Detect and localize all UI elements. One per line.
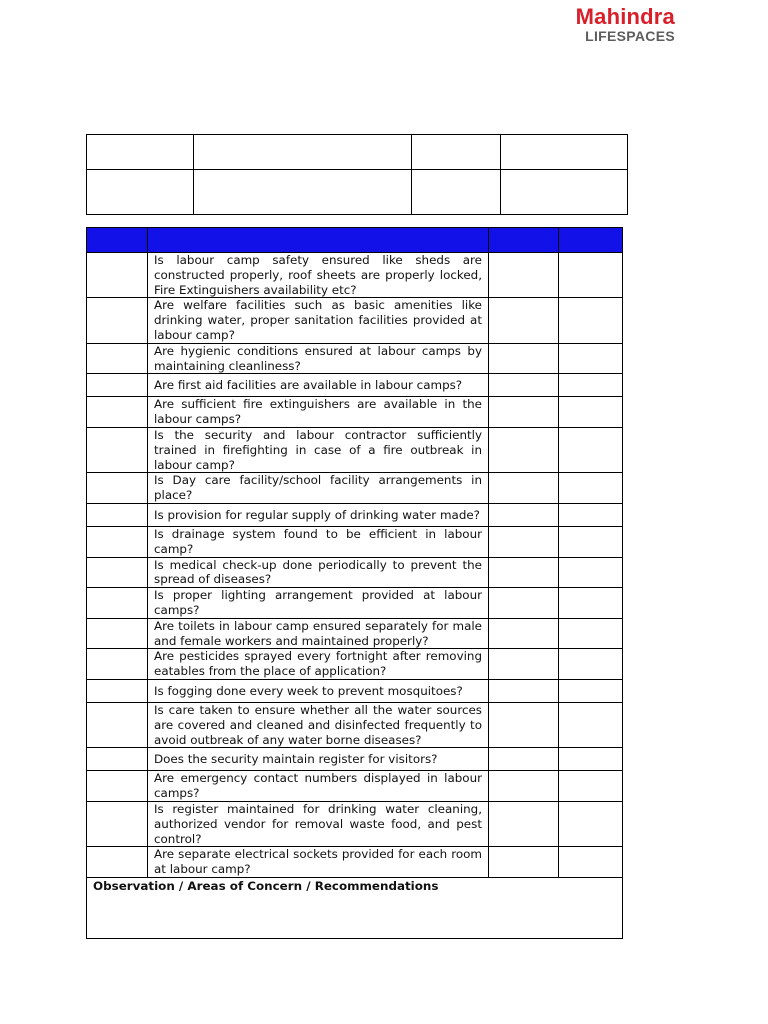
info-cell	[501, 170, 628, 215]
observation-label: Observation / Areas of Concern / Recommendations	[87, 877, 623, 938]
table-row	[87, 618, 623, 649]
table-row	[87, 526, 623, 557]
question-text: Is register maintained for drinking water cleaning, authorized vendor for removal waste food, and pest control?	[148, 801, 489, 846]
table-row	[87, 343, 623, 374]
table-row	[87, 679, 623, 702]
logo-sub-text: LIFESPACES	[585, 28, 675, 44]
mahindra-lifespaces-logo	[576, 6, 675, 43]
question-text: Is provision for regular supply of drinking water made?	[148, 503, 489, 526]
header-cell	[489, 228, 559, 253]
question-text: Does the security maintain register for visitors?	[148, 748, 489, 771]
checklist-header-row	[87, 228, 623, 253]
header-cell	[559, 228, 623, 253]
checklist-table	[86, 227, 623, 939]
table-row	[87, 427, 623, 472]
table-row	[87, 748, 623, 771]
question-text: Are separate electrical sockets provided for each room at labour camp?	[148, 847, 489, 878]
info-cell	[193, 170, 412, 215]
info-cell	[87, 170, 194, 215]
question-text: Are emergency contact numbers displayed in labour camps?	[148, 771, 489, 802]
info-cell	[193, 135, 412, 170]
question-text: Are welfare facilities such as basic amenities like drinking water, proper sanitation facilities provided at labour camp?	[148, 298, 489, 343]
question-text: Are sufficient fire extinguishers are available in the labour camps?	[148, 397, 489, 428]
table-row	[87, 397, 623, 428]
table-row	[87, 374, 623, 397]
question-text: Are pesticides sprayed every fortnight after removing eatables from the place of application?	[148, 649, 489, 680]
table-row	[87, 298, 623, 343]
question-text: Are first aid facilities are available in labour camps?	[148, 374, 489, 397]
question-text: Is proper lighting arrangement provided at labour camps?	[148, 588, 489, 619]
table-row	[87, 702, 623, 747]
table-row	[87, 503, 623, 526]
logo-brand-text: Mahindra	[575, 4, 675, 29]
question-text: Is care taken to ensure whether all the water sources are covered and cleaned and disinfected frequently to avoid outbreak of any water borne diseases?	[148, 702, 489, 747]
table-row	[87, 847, 623, 878]
question-text: Is labour camp safety ensured like sheds are constructed properly, roof sheets are properly locked, Fire Extinguishers availability etc?	[148, 253, 489, 298]
table-row	[87, 473, 623, 504]
header-cell	[148, 228, 489, 253]
question-text: Are toilets in labour camp ensured separately for male and female workers and maintained properly?	[148, 618, 489, 649]
table-row	[87, 801, 623, 846]
observation-row	[87, 877, 623, 938]
info-table	[86, 134, 628, 215]
question-text: Are hygienic conditions ensured at labour camps by maintaining cleanliness?	[148, 343, 489, 374]
question-text: Is the security and labour contractor sufficiently trained in firefighting in case of a fire outbreak in labour camp?	[148, 427, 489, 472]
table-row	[87, 649, 623, 680]
info-cell	[412, 170, 501, 215]
table-row	[87, 588, 623, 619]
info-cell	[412, 135, 501, 170]
info-cell	[87, 135, 194, 170]
info-cell	[501, 135, 628, 170]
header-cell	[87, 228, 148, 253]
question-text: Is medical check-up done periodically to prevent the spread of diseases?	[148, 557, 489, 588]
table-row	[87, 557, 623, 588]
question-text: Is Day care facility/school facility arrangements in place?	[148, 473, 489, 504]
table-row	[87, 253, 623, 298]
table-row	[87, 771, 623, 802]
question-text: Is fogging done every week to prevent mosquitoes?	[148, 679, 489, 702]
question-text: Is drainage system found to be efficient in labour camp?	[148, 526, 489, 557]
